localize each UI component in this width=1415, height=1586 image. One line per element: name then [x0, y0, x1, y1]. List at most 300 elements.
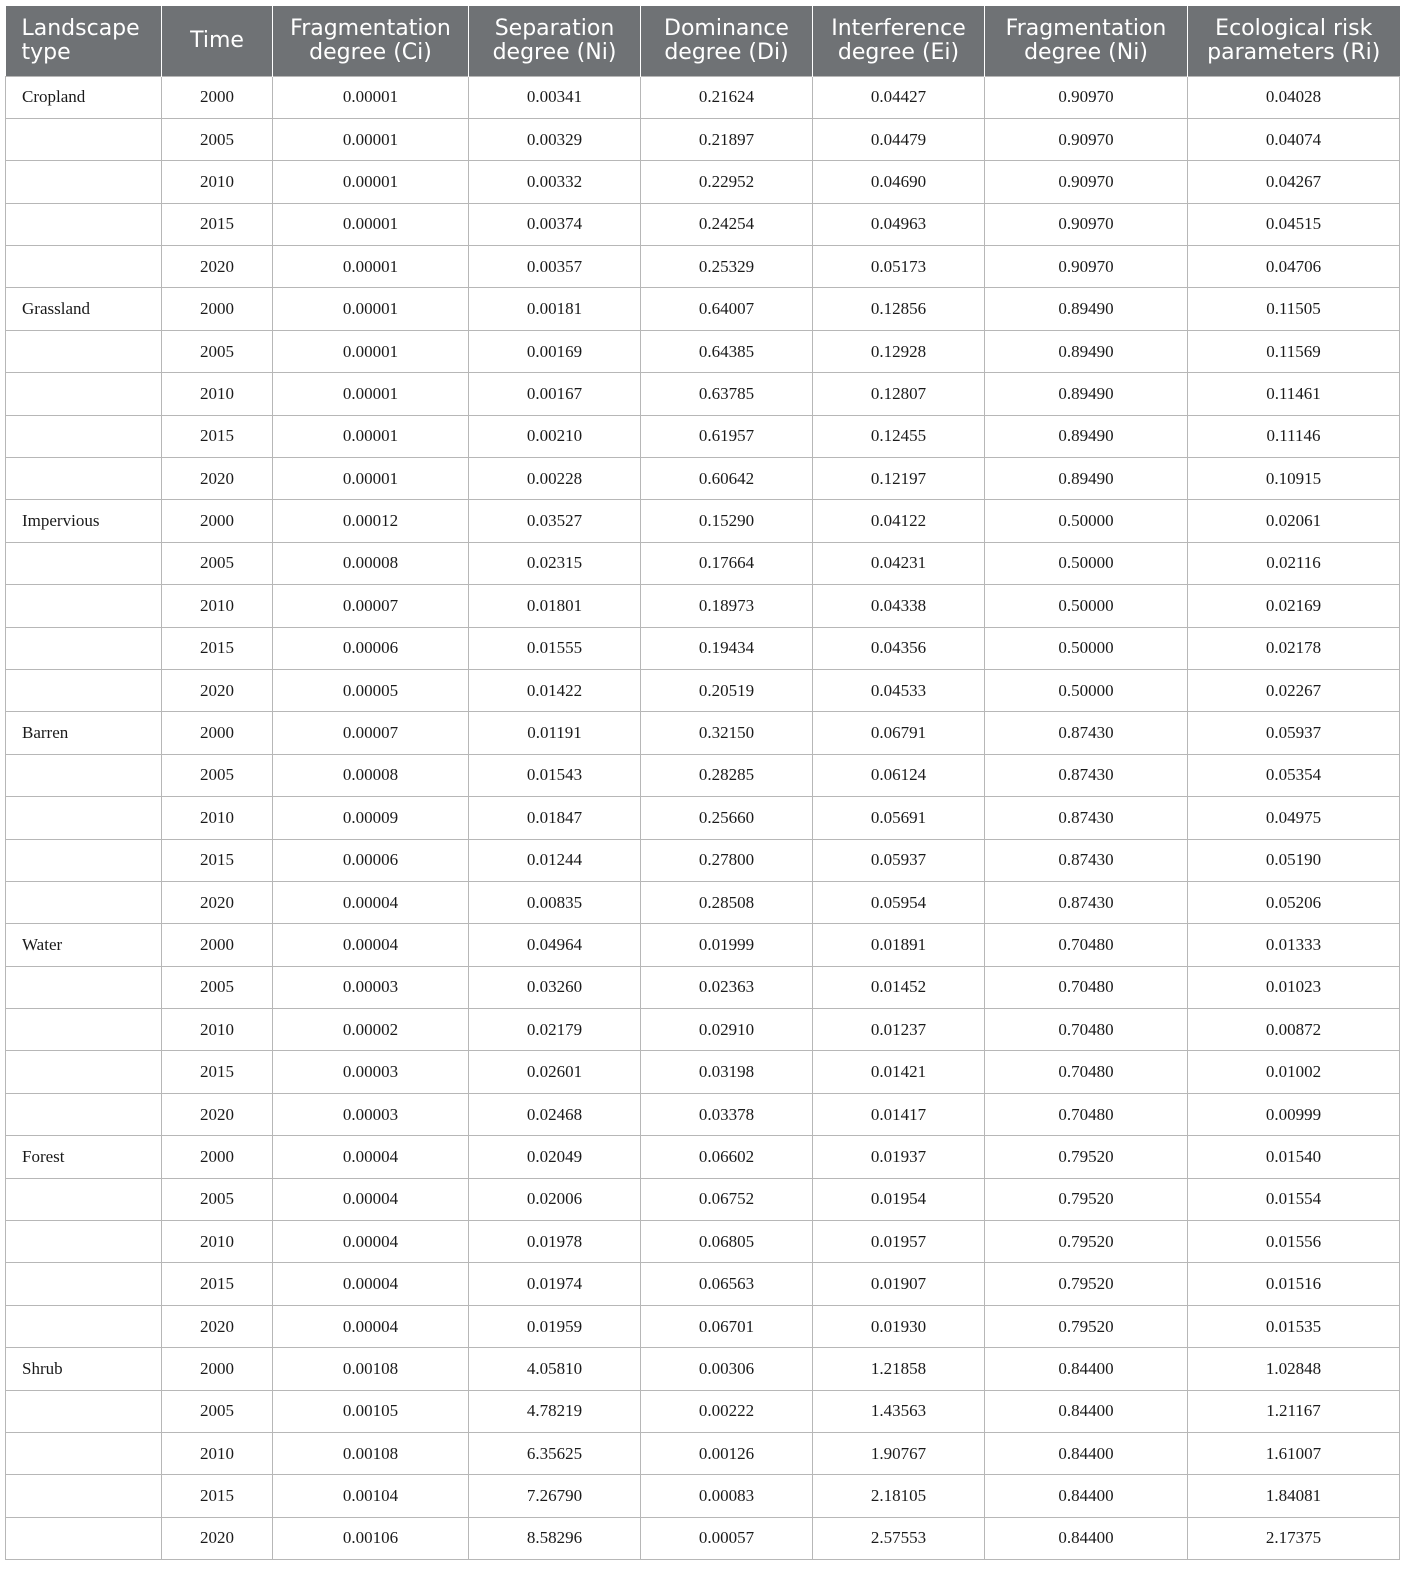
dominance-di-cell: 0.00057 — [641, 1517, 813, 1559]
table-row — [6, 1136, 1400, 1178]
separation-ni-cell: 0.02315 — [469, 542, 641, 584]
fragmentation-ci-cell: 0.00001 — [273, 330, 469, 372]
time-cell: 2005 — [162, 966, 273, 1008]
fragmentation-ni-cell: 0.50000 — [985, 627, 1188, 669]
fragmentation-ci-cell: 0.00004 — [273, 881, 469, 923]
landscape-cell — [6, 585, 162, 627]
time-cell: 2015 — [162, 1263, 273, 1305]
table-row — [6, 881, 1400, 923]
fragmentation-ni-cell: 0.70480 — [985, 924, 1188, 966]
dominance-di-cell: 0.02910 — [641, 1009, 813, 1051]
ecological-risk-ri-cell: 0.02116 — [1188, 542, 1400, 584]
table-row — [6, 627, 1400, 669]
table-row — [6, 669, 1400, 711]
header-fragmentation-ni: Fragmentation degree (Ni) — [985, 6, 1188, 76]
fragmentation-ni-cell: 0.70480 — [985, 1009, 1188, 1051]
interference-ei-cell: 0.01907 — [813, 1263, 985, 1305]
separation-ni-cell: 0.00167 — [469, 373, 641, 415]
time-cell: 2000 — [162, 1136, 273, 1178]
interference-ei-cell: 0.12928 — [813, 330, 985, 372]
fragmentation-ci-cell: 0.00108 — [273, 1348, 469, 1390]
landscape-cell — [6, 203, 162, 245]
interference-ei-cell: 0.04427 — [813, 76, 985, 118]
fragmentation-ci-cell: 0.00001 — [273, 118, 469, 160]
separation-ni-cell: 0.00210 — [469, 415, 641, 457]
landscape-cell — [6, 458, 162, 500]
fragmentation-ni-cell: 0.90970 — [985, 76, 1188, 118]
dominance-di-cell: 0.15290 — [641, 500, 813, 542]
fragmentation-ci-cell: 0.00001 — [273, 373, 469, 415]
fragmentation-ni-cell: 0.87430 — [985, 881, 1188, 923]
header-interference-ei: Interference degree (Ei) — [813, 6, 985, 76]
header-time: Time — [162, 6, 273, 76]
landscape-cell — [6, 161, 162, 203]
ecological-risk-ri-cell: 0.05937 — [1188, 712, 1400, 754]
fragmentation-ni-cell: 0.50000 — [985, 669, 1188, 711]
table-row — [6, 161, 1400, 203]
landscape-cell — [6, 1433, 162, 1475]
landscape-cell: Impervious — [6, 500, 162, 542]
table-row — [6, 1517, 1400, 1559]
separation-ni-cell: 0.01974 — [469, 1263, 641, 1305]
separation-ni-cell: 0.00181 — [469, 288, 641, 330]
fragmentation-ci-cell: 0.00012 — [273, 500, 469, 542]
ecological-risk-ri-cell: 2.17375 — [1188, 1517, 1400, 1559]
interference-ei-cell: 0.04122 — [813, 500, 985, 542]
landscape-cell — [6, 1517, 162, 1559]
fragmentation-ci-cell: 0.00001 — [273, 203, 469, 245]
ecological-risk-ri-cell: 0.01540 — [1188, 1136, 1400, 1178]
fragmentation-ci-cell: 0.00004 — [273, 1178, 469, 1220]
interference-ei-cell: 1.43563 — [813, 1390, 985, 1432]
landscape-cell — [6, 627, 162, 669]
fragmentation-ni-cell: 0.84400 — [985, 1433, 1188, 1475]
fragmentation-ci-cell: 0.00004 — [273, 924, 469, 966]
table-row — [6, 415, 1400, 457]
interference-ei-cell: 0.01937 — [813, 1136, 985, 1178]
time-cell: 2010 — [162, 797, 273, 839]
separation-ni-cell: 0.01801 — [469, 585, 641, 627]
ecological-risk-ri-cell: 0.05354 — [1188, 754, 1400, 796]
table-row — [6, 1051, 1400, 1093]
landscape-cell — [6, 118, 162, 160]
dominance-di-cell: 0.28508 — [641, 881, 813, 923]
dominance-di-cell: 0.00306 — [641, 1348, 813, 1390]
header-fragmentation-ci: Fragmentation degree (Ci) — [273, 6, 469, 76]
ecological-risk-ri-cell: 0.04515 — [1188, 203, 1400, 245]
table-row — [6, 585, 1400, 627]
ecological-risk-ri-cell: 0.05206 — [1188, 881, 1400, 923]
time-cell: 2005 — [162, 1178, 273, 1220]
time-cell: 2010 — [162, 1433, 273, 1475]
dominance-di-cell: 0.64007 — [641, 288, 813, 330]
landscape-cell — [6, 797, 162, 839]
fragmentation-ci-cell: 0.00001 — [273, 76, 469, 118]
dominance-di-cell: 0.21624 — [641, 76, 813, 118]
fragmentation-ci-cell: 0.00004 — [273, 1136, 469, 1178]
separation-ni-cell: 0.00835 — [469, 881, 641, 923]
table-header-row — [6, 6, 1400, 76]
table-row — [6, 1221, 1400, 1263]
dominance-di-cell: 0.27800 — [641, 839, 813, 881]
time-cell: 2000 — [162, 1348, 273, 1390]
interference-ei-cell: 0.12197 — [813, 458, 985, 500]
fragmentation-ni-cell: 0.87430 — [985, 754, 1188, 796]
ecological-risk-ri-cell: 0.00872 — [1188, 1009, 1400, 1051]
time-cell: 2015 — [162, 839, 273, 881]
fragmentation-ni-cell: 0.84400 — [985, 1390, 1188, 1432]
time-cell: 2000 — [162, 288, 273, 330]
fragmentation-ni-cell: 0.87430 — [985, 839, 1188, 881]
interference-ei-cell: 2.18105 — [813, 1475, 985, 1517]
dominance-di-cell: 0.18973 — [641, 585, 813, 627]
time-cell: 2015 — [162, 415, 273, 457]
interference-ei-cell: 0.04356 — [813, 627, 985, 669]
separation-ni-cell: 0.01422 — [469, 669, 641, 711]
dominance-di-cell: 0.32150 — [641, 712, 813, 754]
fragmentation-ni-cell: 0.90970 — [985, 161, 1188, 203]
separation-ni-cell: 0.00357 — [469, 246, 641, 288]
ecological-risk-ri-cell: 0.01516 — [1188, 1263, 1400, 1305]
header-separation-ni: Separation degree (Ni) — [469, 6, 641, 76]
separation-ni-cell: 0.01191 — [469, 712, 641, 754]
ecological-risk-ri-cell: 0.01535 — [1188, 1305, 1400, 1347]
time-cell: 2005 — [162, 754, 273, 796]
fragmentation-ci-cell: 0.00008 — [273, 754, 469, 796]
interference-ei-cell: 0.04231 — [813, 542, 985, 584]
table-row — [6, 1093, 1400, 1135]
time-cell: 2000 — [162, 712, 273, 754]
table-row — [6, 839, 1400, 881]
separation-ni-cell: 0.02468 — [469, 1093, 641, 1135]
time-cell: 2010 — [162, 585, 273, 627]
fragmentation-ci-cell: 0.00003 — [273, 966, 469, 1008]
landscape-cell: Forest — [6, 1136, 162, 1178]
dominance-di-cell: 0.00222 — [641, 1390, 813, 1432]
interference-ei-cell: 0.05173 — [813, 246, 985, 288]
separation-ni-cell: 0.01244 — [469, 839, 641, 881]
fragmentation-ci-cell: 0.00001 — [273, 161, 469, 203]
interference-ei-cell: 0.01237 — [813, 1009, 985, 1051]
separation-ni-cell: 0.03260 — [469, 966, 641, 1008]
fragmentation-ci-cell: 0.00104 — [273, 1475, 469, 1517]
ecological-risk-ri-cell: 0.11505 — [1188, 288, 1400, 330]
table-row — [6, 330, 1400, 372]
landscape-cell — [6, 839, 162, 881]
time-cell: 2020 — [162, 1517, 273, 1559]
landscape-cell: Cropland — [6, 76, 162, 118]
separation-ni-cell: 8.58296 — [469, 1517, 641, 1559]
ecological-risk-ri-cell: 0.00999 — [1188, 1093, 1400, 1135]
landscape-cell: Shrub — [6, 1348, 162, 1390]
ecological-risk-ri-cell: 0.02178 — [1188, 627, 1400, 669]
time-cell: 2010 — [162, 1009, 273, 1051]
fragmentation-ni-cell: 0.87430 — [985, 712, 1188, 754]
interference-ei-cell: 0.01891 — [813, 924, 985, 966]
table-row — [6, 76, 1400, 118]
fragmentation-ni-cell: 0.70480 — [985, 1051, 1188, 1093]
table-row — [6, 1390, 1400, 1432]
table-row — [6, 1475, 1400, 1517]
table-row — [6, 203, 1400, 245]
ecological-risk-ri-cell: 0.02061 — [1188, 500, 1400, 542]
interference-ei-cell: 0.01930 — [813, 1305, 985, 1347]
fragmentation-ni-cell: 0.84400 — [985, 1348, 1188, 1390]
ecological-risk-ri-cell: 0.04267 — [1188, 161, 1400, 203]
separation-ni-cell: 0.00374 — [469, 203, 641, 245]
interference-ei-cell: 2.57553 — [813, 1517, 985, 1559]
table-row — [6, 1009, 1400, 1051]
fragmentation-ni-cell: 0.89490 — [985, 288, 1188, 330]
dominance-di-cell: 0.25660 — [641, 797, 813, 839]
interference-ei-cell: 0.01452 — [813, 966, 985, 1008]
interference-ei-cell: 0.01421 — [813, 1051, 985, 1093]
dominance-di-cell: 0.06752 — [641, 1178, 813, 1220]
separation-ni-cell: 0.02049 — [469, 1136, 641, 1178]
interference-ei-cell: 0.01954 — [813, 1178, 985, 1220]
fragmentation-ni-cell: 0.79520 — [985, 1178, 1188, 1220]
dominance-di-cell: 0.00126 — [641, 1433, 813, 1475]
separation-ni-cell: 0.00341 — [469, 76, 641, 118]
interference-ei-cell: 0.12856 — [813, 288, 985, 330]
dominance-di-cell: 0.00083 — [641, 1475, 813, 1517]
time-cell: 2020 — [162, 1305, 273, 1347]
time-cell: 2005 — [162, 118, 273, 160]
time-cell: 2020 — [162, 669, 273, 711]
time-cell: 2010 — [162, 1221, 273, 1263]
fragmentation-ci-cell: 0.00005 — [273, 669, 469, 711]
landscape-cell — [6, 1263, 162, 1305]
time-cell: 2015 — [162, 627, 273, 669]
interference-ei-cell: 0.04690 — [813, 161, 985, 203]
separation-ni-cell: 0.00332 — [469, 161, 641, 203]
landscape-cell — [6, 1178, 162, 1220]
separation-ni-cell: 0.01543 — [469, 754, 641, 796]
table-row — [6, 1263, 1400, 1305]
time-cell: 2005 — [162, 330, 273, 372]
table-row — [6, 797, 1400, 839]
header-ecological-risk-ri: Ecological risk parameters (Ri) — [1188, 6, 1400, 76]
header-dominance-di: Dominance degree (Di) — [641, 6, 813, 76]
time-cell: 2000 — [162, 76, 273, 118]
ecological-risk-ri-cell: 1.02848 — [1188, 1348, 1400, 1390]
fragmentation-ci-cell: 0.00003 — [273, 1093, 469, 1135]
fragmentation-ni-cell: 0.89490 — [985, 415, 1188, 457]
ecological-risk-ri-cell: 0.11146 — [1188, 415, 1400, 457]
fragmentation-ci-cell: 0.00001 — [273, 458, 469, 500]
landscape-cell — [6, 754, 162, 796]
ecological-risk-ri-cell: 0.01333 — [1188, 924, 1400, 966]
interference-ei-cell: 0.05937 — [813, 839, 985, 881]
time-cell: 2000 — [162, 924, 273, 966]
ecological-risk-ri-cell: 0.04028 — [1188, 76, 1400, 118]
interference-ei-cell: 0.04963 — [813, 203, 985, 245]
header-landscape-type: Landscape type — [6, 6, 162, 76]
fragmentation-ni-cell: 0.90970 — [985, 118, 1188, 160]
table-row — [6, 712, 1400, 754]
dominance-di-cell: 0.64385 — [641, 330, 813, 372]
dominance-di-cell: 0.06701 — [641, 1305, 813, 1347]
landscape-cell — [6, 330, 162, 372]
interference-ei-cell: 0.01957 — [813, 1221, 985, 1263]
separation-ni-cell: 0.03527 — [469, 500, 641, 542]
ecological-risk-ri-cell: 1.61007 — [1188, 1433, 1400, 1475]
fragmentation-ni-cell: 0.90970 — [985, 203, 1188, 245]
landscape-cell — [6, 415, 162, 457]
landscape-cell — [6, 669, 162, 711]
ecological-risk-ri-cell: 0.04074 — [1188, 118, 1400, 160]
separation-ni-cell: 0.01978 — [469, 1221, 641, 1263]
ecological-risk-ri-cell: 0.01002 — [1188, 1051, 1400, 1093]
time-cell: 2010 — [162, 373, 273, 415]
interference-ei-cell: 0.12807 — [813, 373, 985, 415]
ecological-risk-ri-cell: 1.84081 — [1188, 1475, 1400, 1517]
fragmentation-ni-cell: 0.70480 — [985, 966, 1188, 1008]
fragmentation-ni-cell: 0.79520 — [985, 1221, 1188, 1263]
ecological-risk-ri-cell: 1.21167 — [1188, 1390, 1400, 1432]
separation-ni-cell: 7.26790 — [469, 1475, 641, 1517]
table-row — [6, 500, 1400, 542]
fragmentation-ci-cell: 0.00007 — [273, 712, 469, 754]
table-row — [6, 288, 1400, 330]
fragmentation-ci-cell: 0.00001 — [273, 246, 469, 288]
ecological-risk-ri-cell: 0.02169 — [1188, 585, 1400, 627]
dominance-di-cell: 0.06602 — [641, 1136, 813, 1178]
time-cell: 2015 — [162, 1475, 273, 1517]
fragmentation-ci-cell: 0.00001 — [273, 288, 469, 330]
dominance-di-cell: 0.22952 — [641, 161, 813, 203]
ecological-risk-ri-cell: 0.01023 — [1188, 966, 1400, 1008]
interference-ei-cell: 0.05954 — [813, 881, 985, 923]
time-cell: 2020 — [162, 246, 273, 288]
landscape-cell: Barren — [6, 712, 162, 754]
fragmentation-ni-cell: 0.79520 — [985, 1136, 1188, 1178]
table-row — [6, 246, 1400, 288]
separation-ni-cell: 0.00228 — [469, 458, 641, 500]
time-cell: 2010 — [162, 161, 273, 203]
dominance-di-cell: 0.01999 — [641, 924, 813, 966]
fragmentation-ci-cell: 0.00108 — [273, 1433, 469, 1475]
landscape-cell — [6, 1093, 162, 1135]
fragmentation-ci-cell: 0.00004 — [273, 1263, 469, 1305]
dominance-di-cell: 0.21897 — [641, 118, 813, 160]
landscape-cell — [6, 542, 162, 584]
dominance-di-cell: 0.19434 — [641, 627, 813, 669]
landscape-cell — [6, 1390, 162, 1432]
landscape-cell — [6, 881, 162, 923]
ecological-risk-ri-cell: 0.02267 — [1188, 669, 1400, 711]
fragmentation-ni-cell: 0.89490 — [985, 330, 1188, 372]
landscape-cell — [6, 1305, 162, 1347]
separation-ni-cell: 0.02601 — [469, 1051, 641, 1093]
fragmentation-ni-cell: 0.89490 — [985, 458, 1188, 500]
time-cell: 2020 — [162, 881, 273, 923]
separation-ni-cell: 4.05810 — [469, 1348, 641, 1390]
dominance-di-cell: 0.03378 — [641, 1093, 813, 1135]
fragmentation-ci-cell: 0.00002 — [273, 1009, 469, 1051]
fragmentation-ni-cell: 0.90970 — [985, 246, 1188, 288]
landscape-cell: Water — [6, 924, 162, 966]
ecological-risk-ri-cell: 0.10915 — [1188, 458, 1400, 500]
separation-ni-cell: 0.00329 — [469, 118, 641, 160]
landscape-cell — [6, 1221, 162, 1263]
separation-ni-cell: 0.02006 — [469, 1178, 641, 1220]
fragmentation-ci-cell: 0.00105 — [273, 1390, 469, 1432]
time-cell: 2020 — [162, 458, 273, 500]
fragmentation-ci-cell: 0.00004 — [273, 1221, 469, 1263]
table-row — [6, 118, 1400, 160]
dominance-di-cell: 0.28285 — [641, 754, 813, 796]
separation-ni-cell: 4.78219 — [469, 1390, 641, 1432]
table-row — [6, 373, 1400, 415]
time-cell: 2020 — [162, 1093, 273, 1135]
table-row — [6, 966, 1400, 1008]
separation-ni-cell: 0.00169 — [469, 330, 641, 372]
fragmentation-ci-cell: 0.00008 — [273, 542, 469, 584]
fragmentation-ni-cell: 0.79520 — [985, 1263, 1188, 1305]
fragmentation-ni-cell: 0.87430 — [985, 797, 1188, 839]
interference-ei-cell: 0.04533 — [813, 669, 985, 711]
fragmentation-ni-cell: 0.50000 — [985, 585, 1188, 627]
separation-ni-cell: 0.01847 — [469, 797, 641, 839]
fragmentation-ci-cell: 0.00006 — [273, 839, 469, 881]
fragmentation-ci-cell: 0.00003 — [273, 1051, 469, 1093]
dominance-di-cell: 0.17664 — [641, 542, 813, 584]
interference-ei-cell: 0.04479 — [813, 118, 985, 160]
landscape-cell — [6, 966, 162, 1008]
ecological-risk-ri-cell: 0.11461 — [1188, 373, 1400, 415]
time-cell: 2015 — [162, 203, 273, 245]
fragmentation-ci-cell: 0.00106 — [273, 1517, 469, 1559]
interference-ei-cell: 0.06791 — [813, 712, 985, 754]
separation-ni-cell: 0.01555 — [469, 627, 641, 669]
landscape-cell — [6, 1475, 162, 1517]
separation-ni-cell: 0.04964 — [469, 924, 641, 966]
table-row — [6, 924, 1400, 966]
data-table — [5, 6, 1400, 1560]
fragmentation-ci-cell: 0.00001 — [273, 415, 469, 457]
landscape-cell — [6, 246, 162, 288]
fragmentation-ni-cell: 0.84400 — [985, 1475, 1188, 1517]
landscape-cell — [6, 1051, 162, 1093]
fragmentation-ni-cell: 0.79520 — [985, 1305, 1188, 1347]
fragmentation-ci-cell: 0.00004 — [273, 1305, 469, 1347]
table-row — [6, 754, 1400, 796]
fragmentation-ci-cell: 0.00009 — [273, 797, 469, 839]
fragmentation-ni-cell: 0.70480 — [985, 1093, 1188, 1135]
ecological-risk-ri-cell: 0.05190 — [1188, 839, 1400, 881]
time-cell: 2005 — [162, 1390, 273, 1432]
dominance-di-cell: 0.61957 — [641, 415, 813, 457]
interference-ei-cell: 0.06124 — [813, 754, 985, 796]
time-cell: 2000 — [162, 500, 273, 542]
dominance-di-cell: 0.06805 — [641, 1221, 813, 1263]
landscape-cell: Grassland — [6, 288, 162, 330]
separation-ni-cell: 0.02179 — [469, 1009, 641, 1051]
table-row — [6, 458, 1400, 500]
time-cell: 2015 — [162, 1051, 273, 1093]
dominance-di-cell: 0.63785 — [641, 373, 813, 415]
dominance-di-cell: 0.06563 — [641, 1263, 813, 1305]
table-row — [6, 1178, 1400, 1220]
dominance-di-cell: 0.24254 — [641, 203, 813, 245]
separation-ni-cell: 6.35625 — [469, 1433, 641, 1475]
interference-ei-cell: 0.12455 — [813, 415, 985, 457]
ecological-risk-ri-cell: 0.01554 — [1188, 1178, 1400, 1220]
landscape-cell — [6, 1009, 162, 1051]
ecological-risk-ri-cell: 0.01556 — [1188, 1221, 1400, 1263]
time-cell: 2005 — [162, 542, 273, 584]
